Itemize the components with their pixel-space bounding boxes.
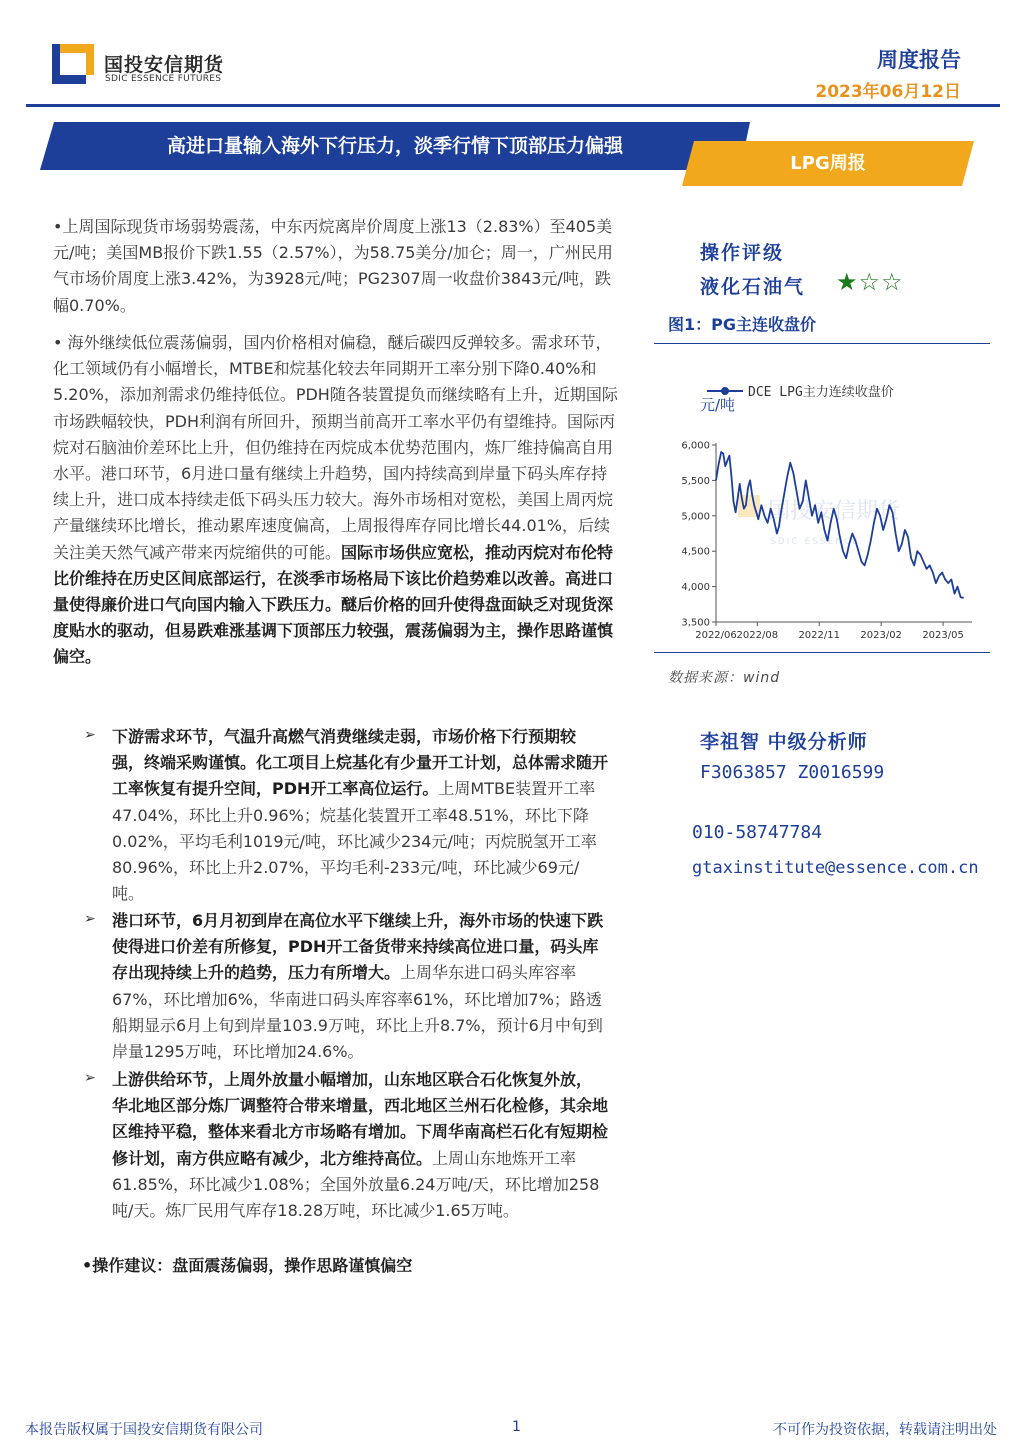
footer-disclaimer: 不可作为投资依据，转载请注明出处 (773, 1422, 997, 1438)
list-item-highlight: 上周外放量小幅增加，山东地区联合石化恢复外放，华北地区部分炼厂调整符合带来增量，西北地区兰州石化检修，其余地区维持平稳，整体来看北方市场略有增加。下周华南高栏石化有短期检修计划，南方供应略有减少，北方维持高位。 (112, 1070, 609, 1168)
x-tick-label: 2023/05 (922, 630, 964, 641)
list-item-demand (112, 724, 608, 907)
rating-heading: 操作评级 (700, 242, 785, 264)
outlook-text: • 海外继续低位震荡偏弱，国内价格相对偏稳，醚后碳四反弹较多。需求环节，化工领域仍有小幅增长，MTBE和烷基化较去年同期开工率分别下降0.40%和5.20%，添加剂需求仍维持低位。PDH随各装置提负而继续略有上升，近期国际市场跌幅较快，PDH利润有所回升，预期当前高开工率水平仍有望维持。国际丙烷对石脑油价差环比上升，但仍维持在丙烷成本优势范围内，炼厂维持偏高自用水平。港口环节，6月进口量有继续上升趋势，国内持续高到岸量下码头库存持续上升，进口成本持续走低下码头压力较大。海外市场相对宽松，美国上周丙烷产量继续环比增长，推动累库速度偏高，上周报得库存同比增长44.01%，后续关注美天然气减产带来丙烷缩供的可能。 (53, 333, 618, 562)
figure-bottom-rule (654, 652, 990, 653)
arrow-bullet-icon: ➢ (84, 1070, 96, 1086)
y-tick-label: 5,500 (681, 475, 710, 487)
list-item-detail: 上周MTBE装置开工率47.04%，环比上升0.96%；烷基化装置开工率48.51%，环比下降0.02%，平均毛利1019元/吨，环比减少234元/吨；丙烷脱氢开工率80.96%，环比上升2.07%，平均毛利-233元/吨，环比减少69元/吨。 (112, 779, 597, 904)
list-item-detail: 上周华东进口码头库容率67%，环比增加6%，华南进口码头库容率61%，环比增加7%；路透船期显示6月上旬到岸量103.9万吨，环比上升8.7%，预计6月中旬到岸量1295万吨，环比增加24.6%。 (112, 963, 603, 1062)
analyst-name: 李祖智 中级分析师 (700, 731, 868, 753)
figure-top-rule (654, 343, 990, 344)
report-date: 2023年06月12日 (815, 82, 961, 102)
list-item-highlight: 气温升高燃气消费继续走弱，市场价格下行预期较强，终端采购谨慎。化工项目上烷基化有少量开工计划，总体需求随开工率恢复有提升空间，PDH开工率高位运行。 (112, 727, 609, 799)
header-divider (26, 104, 1000, 107)
list-item-lead: 上游供给环节， (112, 1070, 225, 1089)
list-item-lead: 港口环节， (112, 911, 193, 930)
list-item-detail: 上周山东地炼开工率61.85%，环比减少1.08%；全国外放量6.24万吨/天，环比增加258吨/天。炼厂民用气库存18.28万吨，环比减少1.65万吨。 (112, 1148, 600, 1221)
arrow-bullet-icon: ➢ (84, 727, 96, 743)
report-type: 周度报告 (877, 48, 961, 72)
y-tick-label: 5,000 (681, 511, 710, 523)
watermark-text: 国投安信期货 (768, 499, 901, 524)
rating-stars-icon: ★☆☆ (836, 268, 904, 296)
footer-copyright: 本报告版权属于国投安信期货有限公司 (25, 1422, 263, 1438)
figure-title: 图1：PG主连收盘价 (668, 315, 816, 334)
company-logo-name: 国投安信期货 (104, 54, 225, 76)
y-tick-label: 6,000 (681, 440, 710, 452)
y-axis (681, 441, 716, 629)
report-headline: 高进口量输入海外下行压力，淡季行情下顶部压力偏强 (166, 135, 623, 157)
rating-product-name: 液化石油气 (700, 276, 806, 298)
series-lpg-close (716, 452, 964, 598)
arrow-bullet-icon: ➢ (84, 911, 96, 927)
summary-paragraph: •上周国际现货市场弱势震荡，中东丙烷离岸价周度上涨13（2.83%）至405美元/吨；美国MB报价下跌1.55（2.57%），为58.75美分/加仑；周一，广州民用气市场价周度上涨3.42%，为3928元/吨；PG2307周一收盘价3843元/吨，跌幅0.70%。 (53, 217, 613, 315)
x-axis (695, 622, 972, 641)
list-item-lead: 下游需求环节， (112, 727, 225, 746)
chart-watermark (738, 495, 902, 547)
y-tick-label: 4,000 (681, 582, 710, 594)
trading-advice: •操作建议：盘面震荡偏弱，操作思路谨慎偏空 (82, 1256, 413, 1275)
series-line (716, 452, 964, 598)
y-tick-label: 4,500 (681, 546, 710, 558)
company-logo-english: SDIC ESSENCE FUTURES (105, 74, 222, 84)
y-tick-label: 3,500 (681, 617, 710, 629)
contact-email[interactable]: gtaxinstitute@essence.com.cn (692, 858, 979, 878)
report-series-tag: LPG周报 (790, 153, 866, 174)
price-line-chart (650, 372, 990, 650)
x-tick-label: 2022/11 (798, 630, 840, 641)
y-axis-unit: 元/吨 (700, 396, 736, 414)
data-source: 数据来源：wind (668, 670, 781, 686)
analyst-license: F3063857 Z0016599 (700, 762, 885, 783)
logo-mark-icon (52, 44, 94, 84)
page-number: 1 (512, 1419, 521, 1435)
x-tick-label: 2022/08 (736, 630, 779, 641)
x-tick-label: 2022/06 (695, 630, 737, 641)
legend-label: DCE LPG主力连续收盘价 (748, 385, 894, 400)
outlook-conclusion: 国际市场供应宽松，推动丙烷对布伦特比价维持在历史区间底部运行，在淡季市场格局下该比价趋势难以改善。高进口量使得廉价进口气向国内输入下跌压力。醚后价格的回升使得盘面缺乏对现货深度贴水的驱动，但易跌难涨基调下顶部压力较强，震荡偏弱为主，操作思路谨慎偏空。 (53, 542, 614, 667)
list-item-supply (112, 1067, 608, 1224)
outlook-paragraph (53, 330, 619, 671)
x-tick-label: 2023/02 (860, 630, 902, 641)
list-item-highlight: 6月月初到岸在高位水平下继续上升，海外市场的快速下跌使得进口价差有所修复，PDH开工备货带来持续高位进口量，码头库存出现持续上升的趋势，压力有所增大。 (112, 911, 604, 983)
list-item-port (112, 908, 608, 1065)
watermark-english: SDIC ESSENCE (770, 537, 860, 547)
contact-phone: 010-58747784 (692, 822, 823, 843)
